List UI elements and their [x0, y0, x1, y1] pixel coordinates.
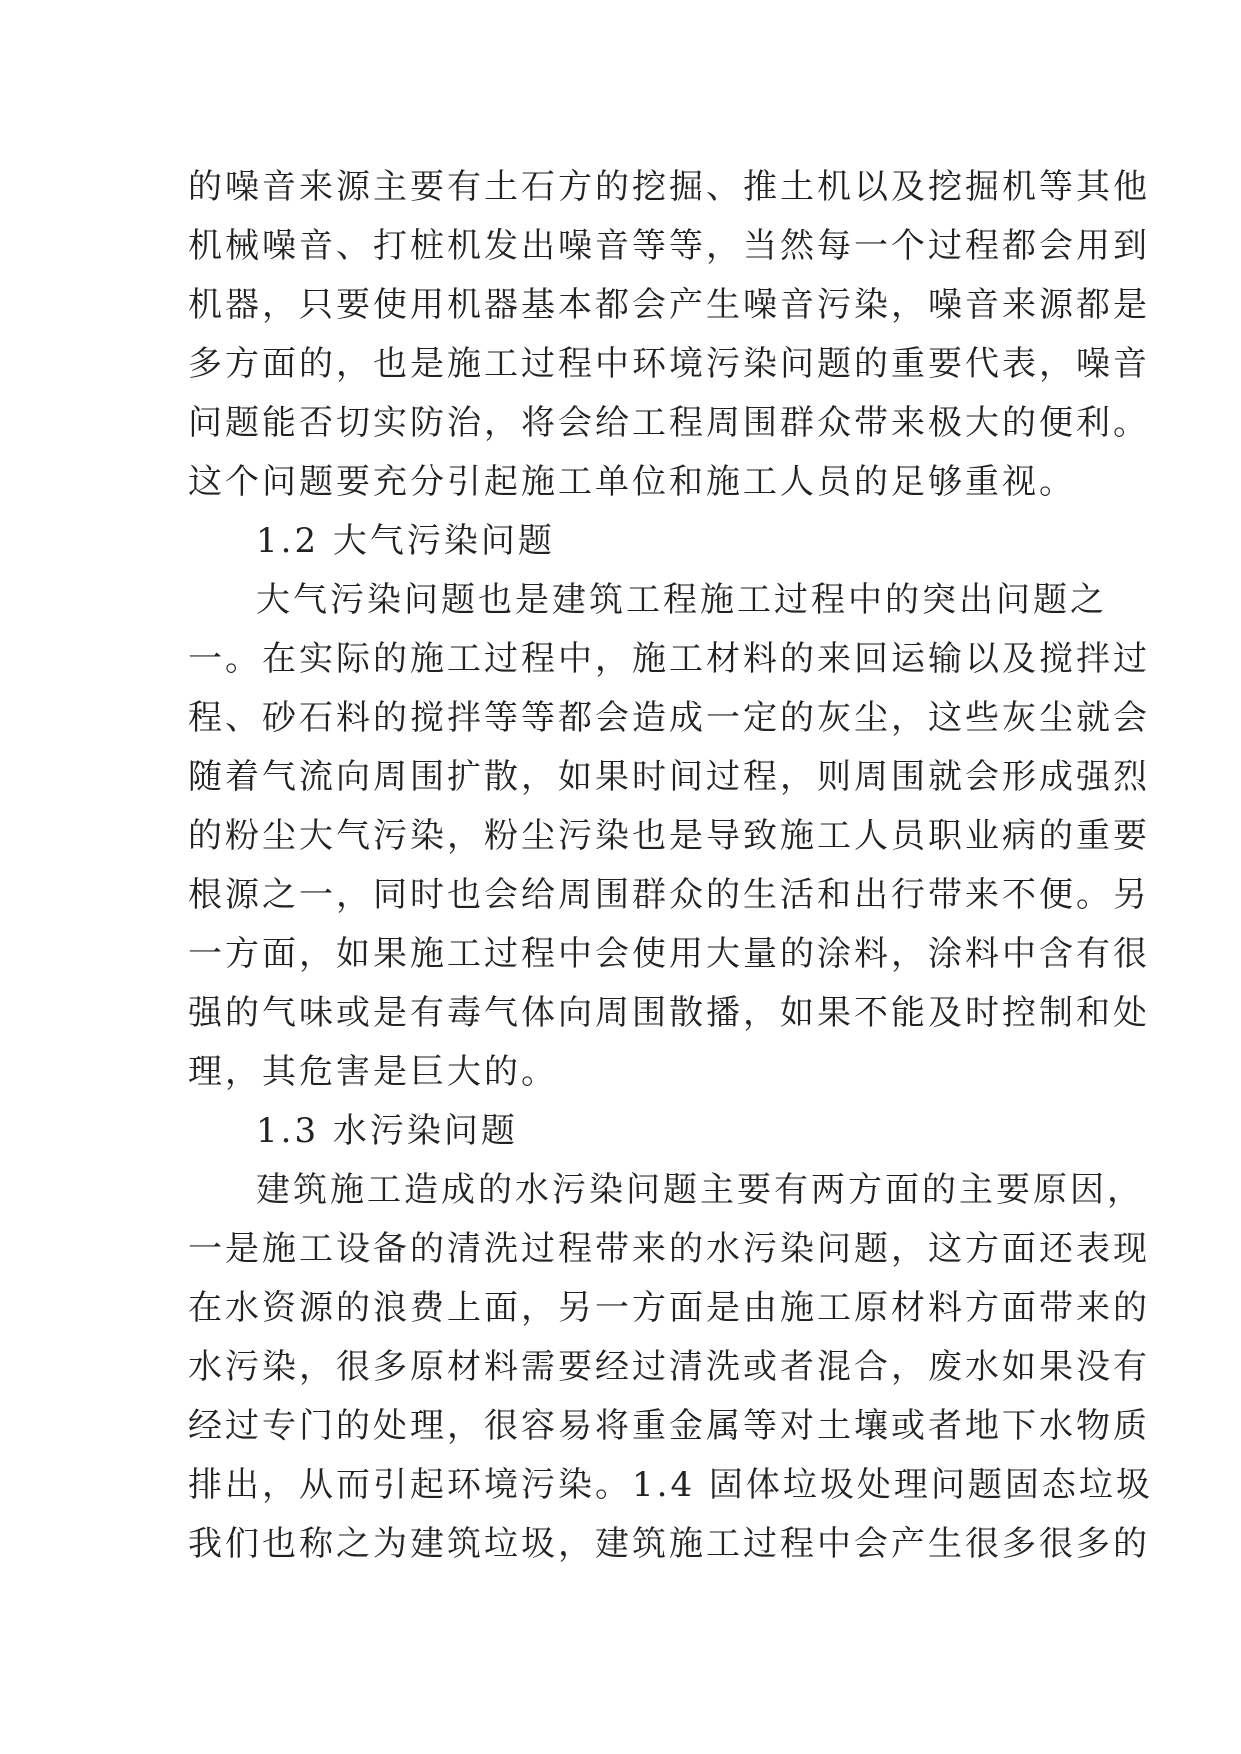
text-line: 一方面，如果施工过程中会使用大量的涂料，涂料中含有很 — [188, 934, 1150, 974]
text-line: 随着气流向周围扩散，如果时间过程，则周围就会形成强烈 — [188, 757, 1150, 797]
text-line: 问题能否切实防治，将会给工程周围群众带来极大的便利。 — [188, 403, 1150, 443]
text-line: 一是施工设备的清洗过程带来的水污染问题，这方面还表现 — [188, 1229, 1150, 1269]
text-line: 水污染，很多原材料需要经过清洗或者混合，废水如果没有 — [188, 1347, 1150, 1387]
text-line: 排出，从而引起环境污染。1.4 固体垃圾处理问题固态垃圾 — [188, 1465, 1153, 1505]
text-line: 强的气味或是有毒气体向周围散播，如果不能及时控制和处 — [188, 993, 1150, 1033]
text-line: 机械噪音、打桩机发出噪音等等，当然每一个过程都会用到 — [188, 226, 1150, 266]
section-heading-1-2: 1.2 大气污染问题 — [256, 521, 555, 561]
text-line: 我们也称之为建筑垃圾，建筑施工过程中会产生很多很多的 — [188, 1524, 1150, 1564]
text-line: 程、砂石料的搅拌等等都会造成一定的灰尘，这些灰尘就会 — [188, 698, 1150, 738]
text-line: 的粉尘大气污染，粉尘污染也是导致施工人员职业病的重要 — [188, 816, 1150, 856]
paragraph-first-line: 建筑施工造成的水污染问题主要有两方面的主要原因， — [256, 1170, 1144, 1210]
text-line: 理，其危害是巨大的。 — [188, 1052, 558, 1092]
text-line: 经过专门的处理，很容易将重金属等对土壤或者地下水物质 — [188, 1406, 1150, 1446]
paragraph-first-line: 大气污染问题也是建筑工程施工过程中的突出问题之 — [256, 580, 1107, 620]
text-line: 在水资源的浪费上面，另一方面是由施工原材料方面带来的 — [188, 1288, 1150, 1328]
text-line: 根源之一，同时也会给周围群众的生活和出行带来不便。另 — [188, 875, 1150, 915]
section-heading-1-3: 1.3 水污染问题 — [256, 1111, 518, 1151]
text-line: 一。在实际的施工过程中，施工材料的来回运输以及搅拌过 — [188, 639, 1150, 679]
body-text — [188, 158, 1153, 1574]
text-line: 这个问题要充分引起施工单位和施工人员的足够重视。 — [188, 462, 1076, 502]
text-line: 机器，只要使用机器基本都会产生噪音污染，噪音来源都是 — [188, 285, 1150, 325]
text-line: 多方面的，也是施工过程中环境污染问题的重要代表，噪音 — [188, 344, 1150, 384]
text-line: 的噪音来源主要有土石方的挖掘、推土机以及挖掘机等其他 — [188, 167, 1150, 207]
